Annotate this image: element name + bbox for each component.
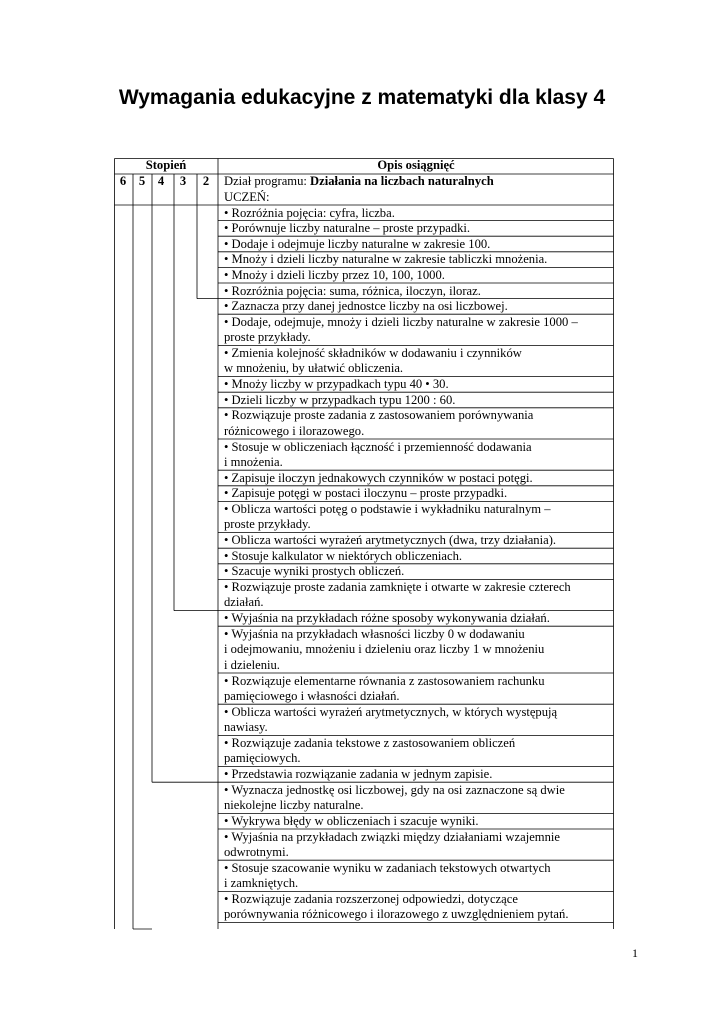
grade-6: 6 (119, 174, 127, 188)
requirement-line: • Wykrywa błędy w obliczeniach i szacuje wyniki. (224, 813, 479, 828)
requirement-row (224, 783, 612, 814)
requirement-row (224, 830, 612, 861)
requirement-line: porównywania różnicowego i ilorazowego z uwzględnieniem pytań. (224, 907, 569, 922)
requirement-line: • Rozróżnia pojęcia: suma, różnica, iloczyn, iloraz. (224, 283, 481, 298)
requirement-line: • Mnoży liczby w przypadkach typu 40 • 30. (224, 377, 449, 392)
requirement-line: niekolejne liczby naturalne. (224, 798, 364, 813)
requirement-row (224, 814, 612, 830)
requirement-line: • Oblicza wartości potęg o podstawie i wykładniku naturalnym – (224, 501, 551, 516)
requirement-line: • Stosuje w obliczeniach łączność i przemienność dodawania (224, 439, 532, 454)
requirement-line: • Oblicza wartości wyrażeń arytmetycznych, w których występują (224, 704, 558, 719)
requirement-line: • Zaznacza przy danej jednostce liczby na osi liczbowej. (224, 299, 508, 314)
requirement-row (224, 315, 612, 346)
requirement-line: • Dzieli liczby w przypadkach typu 1200 : 60. (224, 392, 456, 407)
requirement-line: • Szacuje wyniki prostych obliczeń. (224, 564, 405, 579)
section-heading (224, 174, 494, 190)
requirement-line: i odejmowaniu, mnożeniu i dzieleniu oraz liczby 1 w mnożeniu (224, 642, 545, 657)
requirement-line: • Zapisuje potęgi w postaci iloczynu – proste przypadki. (224, 486, 508, 501)
requirement-line: pamięciowego i własności działań. (224, 689, 400, 704)
requirement-row (224, 892, 612, 923)
section-name: Działania na liczbach naturalnych (310, 174, 494, 188)
requirement-row (224, 440, 612, 471)
document-title: Wymagania edukacyjne z matematyki dla klasy 4 (118, 86, 606, 109)
requirement-row (224, 393, 612, 409)
requirement-line: • Stosuje kalkulator w niektórych obliczeniach. (224, 548, 463, 563)
requirement-line: • Rozwiązuje proste zadania z zastosowaniem porównywania (224, 408, 534, 423)
requirement-row (224, 408, 612, 439)
requirement-line: proste przykłady. (224, 330, 311, 345)
requirement-line: • Porównuje liczby naturalne – proste przypadki. (224, 221, 471, 236)
requirement-row (224, 471, 612, 487)
requirement-line: • Rozwiązuje zadania tekstowe z zastosowaniem obliczeń (224, 735, 516, 750)
requirement-line: • Rozróżnia pojęcia: cyfra, liczba. (224, 205, 395, 220)
requirement-line: odwrotnymi. (224, 845, 289, 860)
requirement-row (224, 377, 612, 393)
student-label: UCZEŃ: (224, 189, 270, 204)
requirement-line: • Wyjaśnia na przykładach własności liczby 0 w dodawaniu (224, 626, 525, 641)
requirement-line: • Mnoży i dzieli liczby przez 10, 100, 1000. (224, 267, 445, 282)
grade-5: 5 (138, 174, 146, 188)
requirement-row (224, 736, 612, 767)
requirement-line: • Rozwiązuje zadania rozszerzonej odpowiedzi, dotyczące (224, 891, 518, 906)
requirement-line: działań. (224, 595, 264, 610)
requirement-line: nawiasy. (224, 720, 268, 735)
grade-3: 3 (179, 174, 187, 188)
requirement-row (224, 767, 612, 783)
requirement-line: • Zmienia kolejność składników w dodawaniu i czynników (224, 345, 522, 360)
requirement-row (224, 533, 612, 549)
requirement-line: i zamkniętych. (224, 876, 299, 891)
requirement-row (224, 611, 612, 627)
requirement-line: • Oblicza wartości wyrażeń arytmetycznych (dwa, trzy działania). (224, 533, 557, 548)
requirement-line: • Rozwiązuje elementarne równania z zastosowaniem rachunku (224, 673, 545, 688)
requirement-line: • Wyjaśnia na przykładach związki między działaniami wzajemnie (224, 829, 560, 844)
requirement-line: • Dodaje i odejmuje liczby naturalne w zakresie 100. (224, 236, 491, 251)
requirement-line: • Zapisuje iloczyn jednakowych czynników w postaci potęgi. (224, 470, 533, 485)
grade-2: 2 (202, 174, 210, 188)
grade-header: Stopień (145, 158, 187, 172)
requirement-row (224, 674, 612, 705)
requirement-row (224, 346, 612, 377)
requirements-table (114, 158, 614, 930)
requirement-row (224, 627, 612, 674)
requirement-row (224, 252, 612, 268)
requirement-row (224, 580, 612, 611)
grade-4: 4 (157, 174, 165, 188)
requirement-row (224, 564, 612, 580)
requirement-row (224, 502, 612, 533)
requirement-row (224, 486, 612, 502)
requirement-line: • Rozwiązuje proste zadania zamknięte i otwarte w zakresie czterech (224, 579, 571, 594)
requirement-row (224, 237, 612, 253)
requirement-row (224, 705, 612, 736)
requirement-line: pamięciowych. (224, 751, 301, 766)
requirement-line: • Mnoży i dzieli liczby naturalne w zakresie tabliczki mnożenia. (224, 252, 548, 267)
requirement-line: • Wyznacza jednostkę osi liczbowej, gdy na osi zaznaczone są dwie (224, 782, 565, 797)
requirement-line: • Stosuje szacowanie wyniku w zadaniach tekstowych otwartych (224, 860, 551, 875)
requirement-row (224, 549, 612, 565)
description-header: Opis osiągnięć (377, 158, 455, 172)
requirement-row (224, 299, 612, 315)
requirement-row (224, 284, 612, 300)
requirement-line: różnicowego i ilorazowego. (224, 423, 365, 438)
requirement-line: i mnożenia. (224, 455, 283, 470)
requirement-line: i dzieleniu. (224, 657, 280, 672)
requirement-row (224, 861, 612, 892)
section-prefix: Dział programu: (224, 174, 311, 188)
requirement-row (224, 268, 612, 284)
page-number: 1 (632, 946, 638, 960)
requirement-line: w mnożeniu, by ułatwić obliczenia. (224, 361, 404, 376)
requirement-line: • Dodaje, odejmuje, mnoży i dzieli liczby naturalne w zakresie 1000 – (224, 314, 578, 329)
requirement-line: • Wyjaśnia na przykładach różne sposoby wykonywania działań. (224, 611, 550, 626)
requirement-row (224, 206, 612, 222)
requirement-line: proste przykłady. (224, 517, 311, 532)
requirement-line: • Przedstawia rozwiązanie zadania w jednym zapisie. (224, 767, 493, 782)
requirement-row (224, 221, 612, 237)
